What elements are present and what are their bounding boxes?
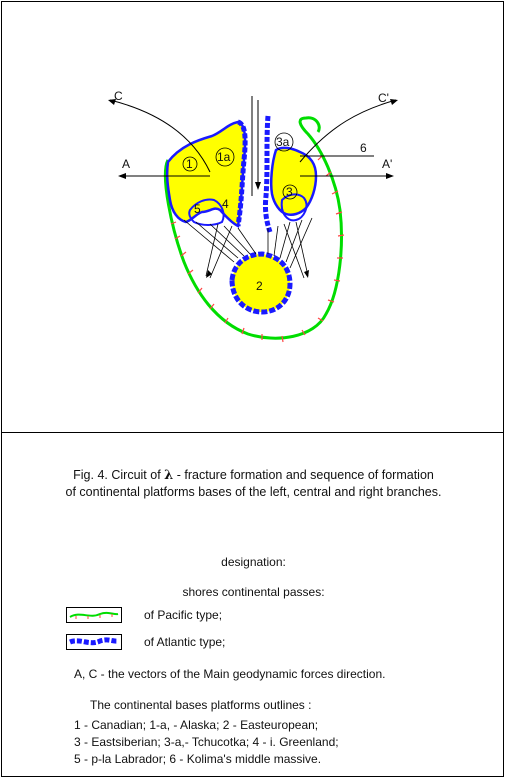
label-1: 1 (186, 157, 193, 171)
outlines-title: The continental bases platforms outlines : (90, 698, 312, 712)
caption-suffix: - fracture formation and sequence of formation (176, 468, 434, 482)
atlantic-label: of Atlantic type; (144, 635, 226, 649)
right-atlantic-strip (265, 116, 270, 232)
label-6: 6 (360, 141, 367, 155)
label-2: 2 (256, 279, 263, 293)
label-3a: 3a (276, 135, 290, 149)
label-C-prime: C' (378, 91, 389, 105)
outline-line-1: 1 - Canadian; 1-a, - Alaska; 2 - Easteuropean; (74, 718, 319, 732)
caption-prefix: Fig. 4. Circuit of (73, 468, 161, 482)
figure-divider (1, 432, 504, 433)
pacific-swatch (66, 607, 122, 623)
force-vectors (110, 100, 396, 176)
label-5: 5 (194, 202, 201, 216)
label-4: 4 (222, 197, 229, 211)
caption-line-1 (0, 467, 507, 484)
outline-line-3: 5 - p-la Labrador; 6 - Kolima's middle massive. (74, 752, 322, 766)
legend-subtitle: shores continental passes: (182, 585, 325, 599)
legend-title: designation: (221, 555, 286, 569)
arrow-A (118, 173, 126, 179)
arrow-A-prime (386, 173, 394, 179)
outline-line-2: 3 - Eastsiberian; 3-a,- Tchucotka; 4 - i. Greenland; (74, 735, 339, 749)
left-platform-area (167, 122, 245, 226)
label-3: 3 (286, 185, 293, 199)
figure-caption (0, 467, 507, 501)
vectors-note: A, C - the vectors of the Main geodynamic forces direction. (74, 667, 386, 681)
right-platform-area (271, 148, 316, 215)
label-A-prime: A' (382, 157, 393, 171)
lambda-symbol: λ (164, 468, 174, 483)
label-A: A (122, 157, 131, 171)
pacific-label: of Pacific type; (144, 608, 223, 622)
arrow-C-prime (390, 99, 398, 105)
label-C: C (114, 89, 123, 103)
label-1a: 1a (217, 150, 231, 164)
atlantic-swatch (66, 634, 122, 650)
caption-line-2: of continental platforms bases of the left, central and right branches. (65, 485, 442, 499)
